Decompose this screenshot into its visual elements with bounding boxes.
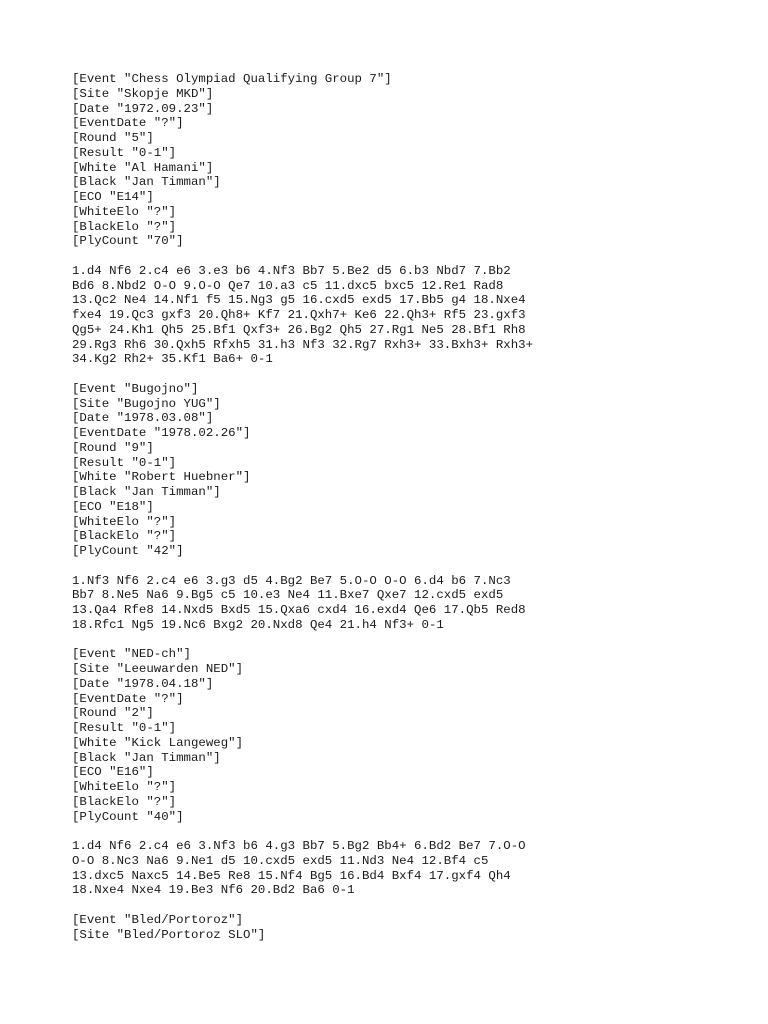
tag-blackelo: [BlackElo "?"] — [72, 219, 177, 234]
tag-site: [Site "Leeuwarden NED"] — [72, 662, 244, 676]
pgn-headers — [72, 913, 752, 943]
move-line: 18.Rfc1 Ng5 19.Nc6 Bxg2 20.Nxd8 Qe4 21.h4 Nf3+ 0-1 — [72, 617, 444, 632]
move-line: 13.dxc5 Naxc5 14.Be5 Re8 15.Nf4 Bg5 16.Bd4 Bxf4 17.gxf4 Qh4 — [72, 868, 511, 883]
move-line: Qg5+ 24.Kh1 Qh5 25.Bf1 Qxf3+ 26.Bg2 Qh5 27.Rg1 Ne5 28.Bf1 Rh8 — [72, 322, 526, 337]
tag-blackelo: [BlackElo "?"] — [72, 529, 177, 544]
move-line: Bb7 8.Ne5 Na6 9.Bg5 c5 10.e3 Ne4 11.Bxe7 Qxe7 12.cxd5 exd5 — [72, 588, 504, 603]
tag-eco: [ECO "E14"] — [72, 190, 154, 204]
tag-white: [White "Kick Langeweg"] — [72, 735, 244, 750]
pgn-headers — [72, 72, 752, 249]
pgn-game-3 — [72, 647, 752, 898]
pgn-movetext — [72, 839, 752, 898]
blank-line — [72, 633, 752, 648]
pgn-document — [72, 72, 752, 942]
move-line: 1.d4 Nf6 2.c4 e6 3.Nf3 b6 4.g3 Bb7 5.Bg2 Bb4+ 6.Bd2 Be7 7.O-O — [72, 839, 526, 853]
blank-line — [72, 367, 752, 382]
move-line: 29.Rg3 Rh6 30.Qxh5 Rfxh5 31.h3 Nf3 32.Rg7 Rxh3+ 33.Bxh3+ Rxh3+ — [72, 337, 534, 352]
tag-round: [Round "9"] — [72, 440, 154, 455]
pgn-movetext — [72, 264, 752, 367]
tag-white: [White "Al Hamani"] — [72, 160, 214, 175]
tag-plycount: [PlyCount "40"] — [72, 809, 184, 824]
tag-eventdate: [EventDate "?"] — [72, 116, 184, 131]
tag-site: [Site "Bugojno YUG"] — [72, 396, 221, 411]
move-line: 13.Qc2 Ne4 14.Nf1 f5 15.Ng3 g5 16.cxd5 exd5 17.Bb5 g4 18.Nxe4 — [72, 293, 526, 308]
tag-site: [Site "Bled/Portoroz SLO"] — [72, 927, 266, 942]
tag-white: [White "Robert Huebner"] — [72, 470, 251, 485]
tag-black: [Black "Jan Timman"] — [72, 750, 221, 765]
tag-eventdate: [EventDate "?"] — [72, 691, 184, 706]
tag-whiteelo: [WhiteElo "?"] — [72, 204, 177, 219]
tag-result: [Result "0-1"] — [72, 455, 177, 470]
blank-line — [72, 898, 752, 913]
tag-black: [Black "Jan Timman"] — [72, 485, 221, 499]
pgn-game-1 — [72, 72, 752, 367]
move-line: Bd6 8.Nbd2 O-O 9.O-O Qe7 10.a3 c5 11.dxc5 bxc5 12.Re1 Rad8 — [72, 278, 504, 293]
move-line: 13.Qa4 Rfe8 14.Nxd5 Bxd5 15.Qxa6 cxd4 16.exd4 Qe6 17.Qb5 Red8 — [72, 603, 526, 617]
move-line: 18.Nxe4 Nxe4 19.Be3 Nf6 20.Bd2 Ba6 0-1 — [72, 883, 355, 898]
pgn-headers — [72, 382, 752, 559]
tag-black: [Black "Jan Timman"] — [72, 175, 221, 190]
tag-event: [Event "Bled/Portoroz"] — [72, 912, 244, 927]
pgn-game-2 — [72, 382, 752, 633]
pgn-movetext — [72, 574, 752, 633]
move-line: 34.Kg2 Rh2+ 35.Kf1 Ba6+ 0-1 — [72, 352, 273, 367]
pgn-headers — [72, 647, 752, 824]
tag-eventdate: [EventDate "1978.02.26"] — [72, 426, 251, 440]
move-line: 1.d4 Nf6 2.c4 e6 3.e3 b6 4.Nf3 Bb7 5.Be2 d5 6.b3 Nbd7 7.Bb2 — [72, 263, 511, 278]
tag-plycount: [PlyCount "42"] — [72, 544, 184, 558]
tag-plycount: [PlyCount "70"] — [72, 234, 184, 249]
move-line: fxe4 19.Qc3 gxf3 20.Qh8+ Kf7 21.Qxh7+ Ke6 22.Qh3+ Rf5 23.gxf3 — [72, 308, 526, 322]
move-line: O-O 8.Nc3 Na6 9.Ne1 d5 10.cxd5 exd5 11.Nd3 Ne4 12.Bf4 c5 — [72, 853, 489, 868]
tag-date: [Date "1978.03.08"] — [72, 411, 214, 426]
tag-date: [Date "1972.09.23"] — [72, 101, 214, 116]
blank-line — [72, 559, 752, 574]
tag-site: [Site "Skopje MKD"] — [72, 86, 214, 101]
blank-line — [72, 249, 752, 264]
pgn-game-4 — [72, 913, 752, 943]
tag-result: [Result "0-1"] — [72, 145, 177, 160]
tag-event: [Event "Chess Olympiad Qualifying Group 7"] — [72, 72, 392, 86]
tag-eco: [ECO "E16"] — [72, 765, 154, 780]
tag-event: [Event "Bugojno"] — [72, 381, 199, 396]
tag-date: [Date "1978.04.18"] — [72, 676, 214, 691]
blank-line — [72, 824, 752, 839]
tag-whiteelo: [WhiteElo "?"] — [72, 780, 177, 794]
tag-blackelo: [BlackElo "?"] — [72, 794, 177, 809]
tag-eco: [ECO "E18"] — [72, 499, 154, 514]
move-line: 1.Nf3 Nf6 2.c4 e6 3.g3 d5 4.Bg2 Be7 5.O-O O-O 6.d4 b6 7.Nc3 — [72, 573, 511, 588]
tag-result: [Result "0-1"] — [72, 721, 177, 735]
tag-event: [Event "NED-ch"] — [72, 647, 191, 662]
tag-whiteelo: [WhiteElo "?"] — [72, 514, 177, 529]
tag-round: [Round "5"] — [72, 131, 154, 145]
tag-round: [Round "2"] — [72, 706, 154, 721]
